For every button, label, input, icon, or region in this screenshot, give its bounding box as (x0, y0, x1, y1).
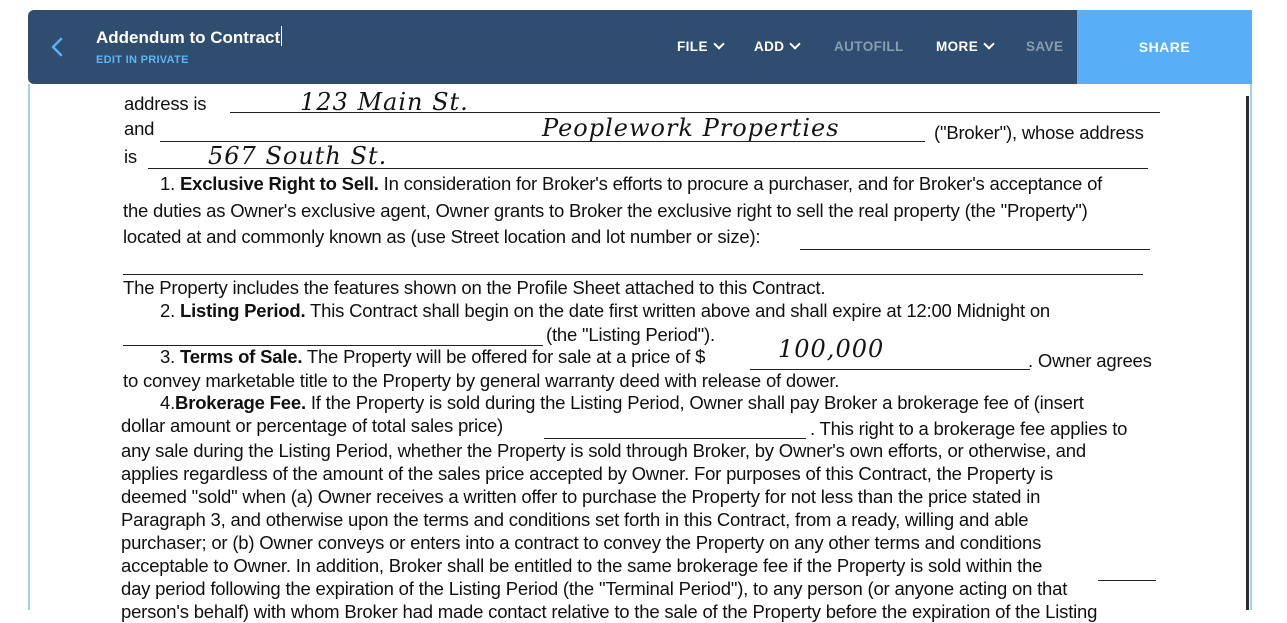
location-line-2 (123, 274, 1143, 275)
para3-line1: 3. Terms of Sale. The Property will be offered for sale at a price of $ (160, 346, 706, 367)
chevron-down-icon (983, 38, 994, 49)
document-title[interactable]: Addendum to Contract (96, 28, 281, 47)
fee-line (544, 438, 806, 439)
share-button[interactable]: SHARE (1077, 10, 1252, 84)
para4-line10: person's behalf) with whom Broker had made contact relative to the sale of the Property before the expiration of the Listing (121, 601, 1098, 622)
broker-address-handwriting: 567 South St. (208, 142, 388, 170)
para2-line1: 2. Listing Period. This Contract shall begin on the date first written above and shall expire at 12:00 Midnight on (160, 300, 1051, 321)
para4-line2: dollar amount or percentage of total sales price) (121, 415, 503, 436)
para1-line2: the duties as Owner's exclusive agent, Owner grants to Broker the exclusive right to sell the real property (the "Property") (123, 200, 1088, 221)
para1-line1: 1. Exclusive Right to Sell. In consideration for Broker's efforts to procure a purchaser, and for Broker's acceptance of (160, 173, 1103, 194)
text-caret (281, 26, 282, 46)
para4-line3: any sale during the Listing Period, whether the Property is sold through Broker, by Owner's own efforts, or otherwise, and (121, 440, 1086, 461)
broker-name-handwriting: Peoplework Properties (542, 114, 840, 142)
save-button[interactable]: SAVE (1026, 39, 1064, 54)
para1-line3: located at and commonly known as (use Street location and lot number or size): (123, 226, 761, 247)
add-menu[interactable]: ADD (754, 39, 799, 54)
scan-edge (1246, 96, 1249, 610)
terminal-days-line (1098, 580, 1156, 581)
chevron-down-icon (790, 38, 801, 49)
para4-line7: purchaser; or (b) Owner conveys or enters into a contract to convey the Property on any other terms and conditions (121, 532, 1042, 553)
para4-line1: 4.Brokerage Fee. If the Property is sold during the Listing Period, Owner shall pay Broker a brokerage fee of (insert (160, 392, 1084, 413)
chevron-left-icon (48, 35, 66, 59)
para4-line5: deemed "sold" when (a) Owner receives a written offer to purchase the Property for not less than the price stated in (121, 486, 1041, 507)
para4-line4: applies regardless of the amount of the sales price accepted by Owner. For purposes of this Contract, the Property is (121, 463, 1053, 484)
para4-line9: day period following the expiration of the Listing Period (the "Terminal Period"), to any person (or anyone acting on that (121, 578, 1068, 599)
file-menu[interactable]: FILE (677, 39, 723, 54)
chevron-down-icon (713, 38, 724, 49)
para4-line2-tail: . This right to a brokerage fee applies to (810, 418, 1128, 439)
doc-line-is: is (124, 146, 137, 167)
para1-line4: The Property includes the features shown on the Profile Sheet attached to this Contract. (123, 277, 826, 298)
editor-toolbar (28, 10, 1252, 84)
para3-line2: to convey marketable title to the Property by general warranty deed with release of dower. (123, 370, 840, 391)
price-handwriting: 100,000 (778, 335, 885, 363)
edit-in-private-link[interactable]: EDIT IN PRIVATE (96, 54, 189, 66)
para2-line2: (the "Listing Period"). (546, 324, 715, 345)
para4-line8: acceptable to Owner. In addition, Broker shall be entitled to the same brokerage fee if the Property is sold within the (121, 555, 1043, 576)
doc-line-address: address is (124, 93, 207, 114)
para4-line6: Paragraph 3, and otherwise upon the terms and conditions set forth in this Contract, from a ready, willing and able (121, 509, 1029, 530)
more-menu[interactable]: MORE (936, 39, 993, 54)
back-button[interactable] (48, 35, 66, 59)
para3-owner-agrees: . Owner agrees (1028, 350, 1152, 371)
doc-line-broker-address: ("Broker"), whose address (934, 122, 1144, 143)
document-frame-right (1250, 84, 1252, 610)
autofill-button[interactable]: AUTOFILL (834, 39, 904, 54)
location-line (800, 249, 1150, 250)
doc-line-and: and (124, 118, 155, 139)
document-page[interactable] (30, 84, 1246, 622)
owner-address-handwriting: 123 Main St. (300, 88, 469, 116)
